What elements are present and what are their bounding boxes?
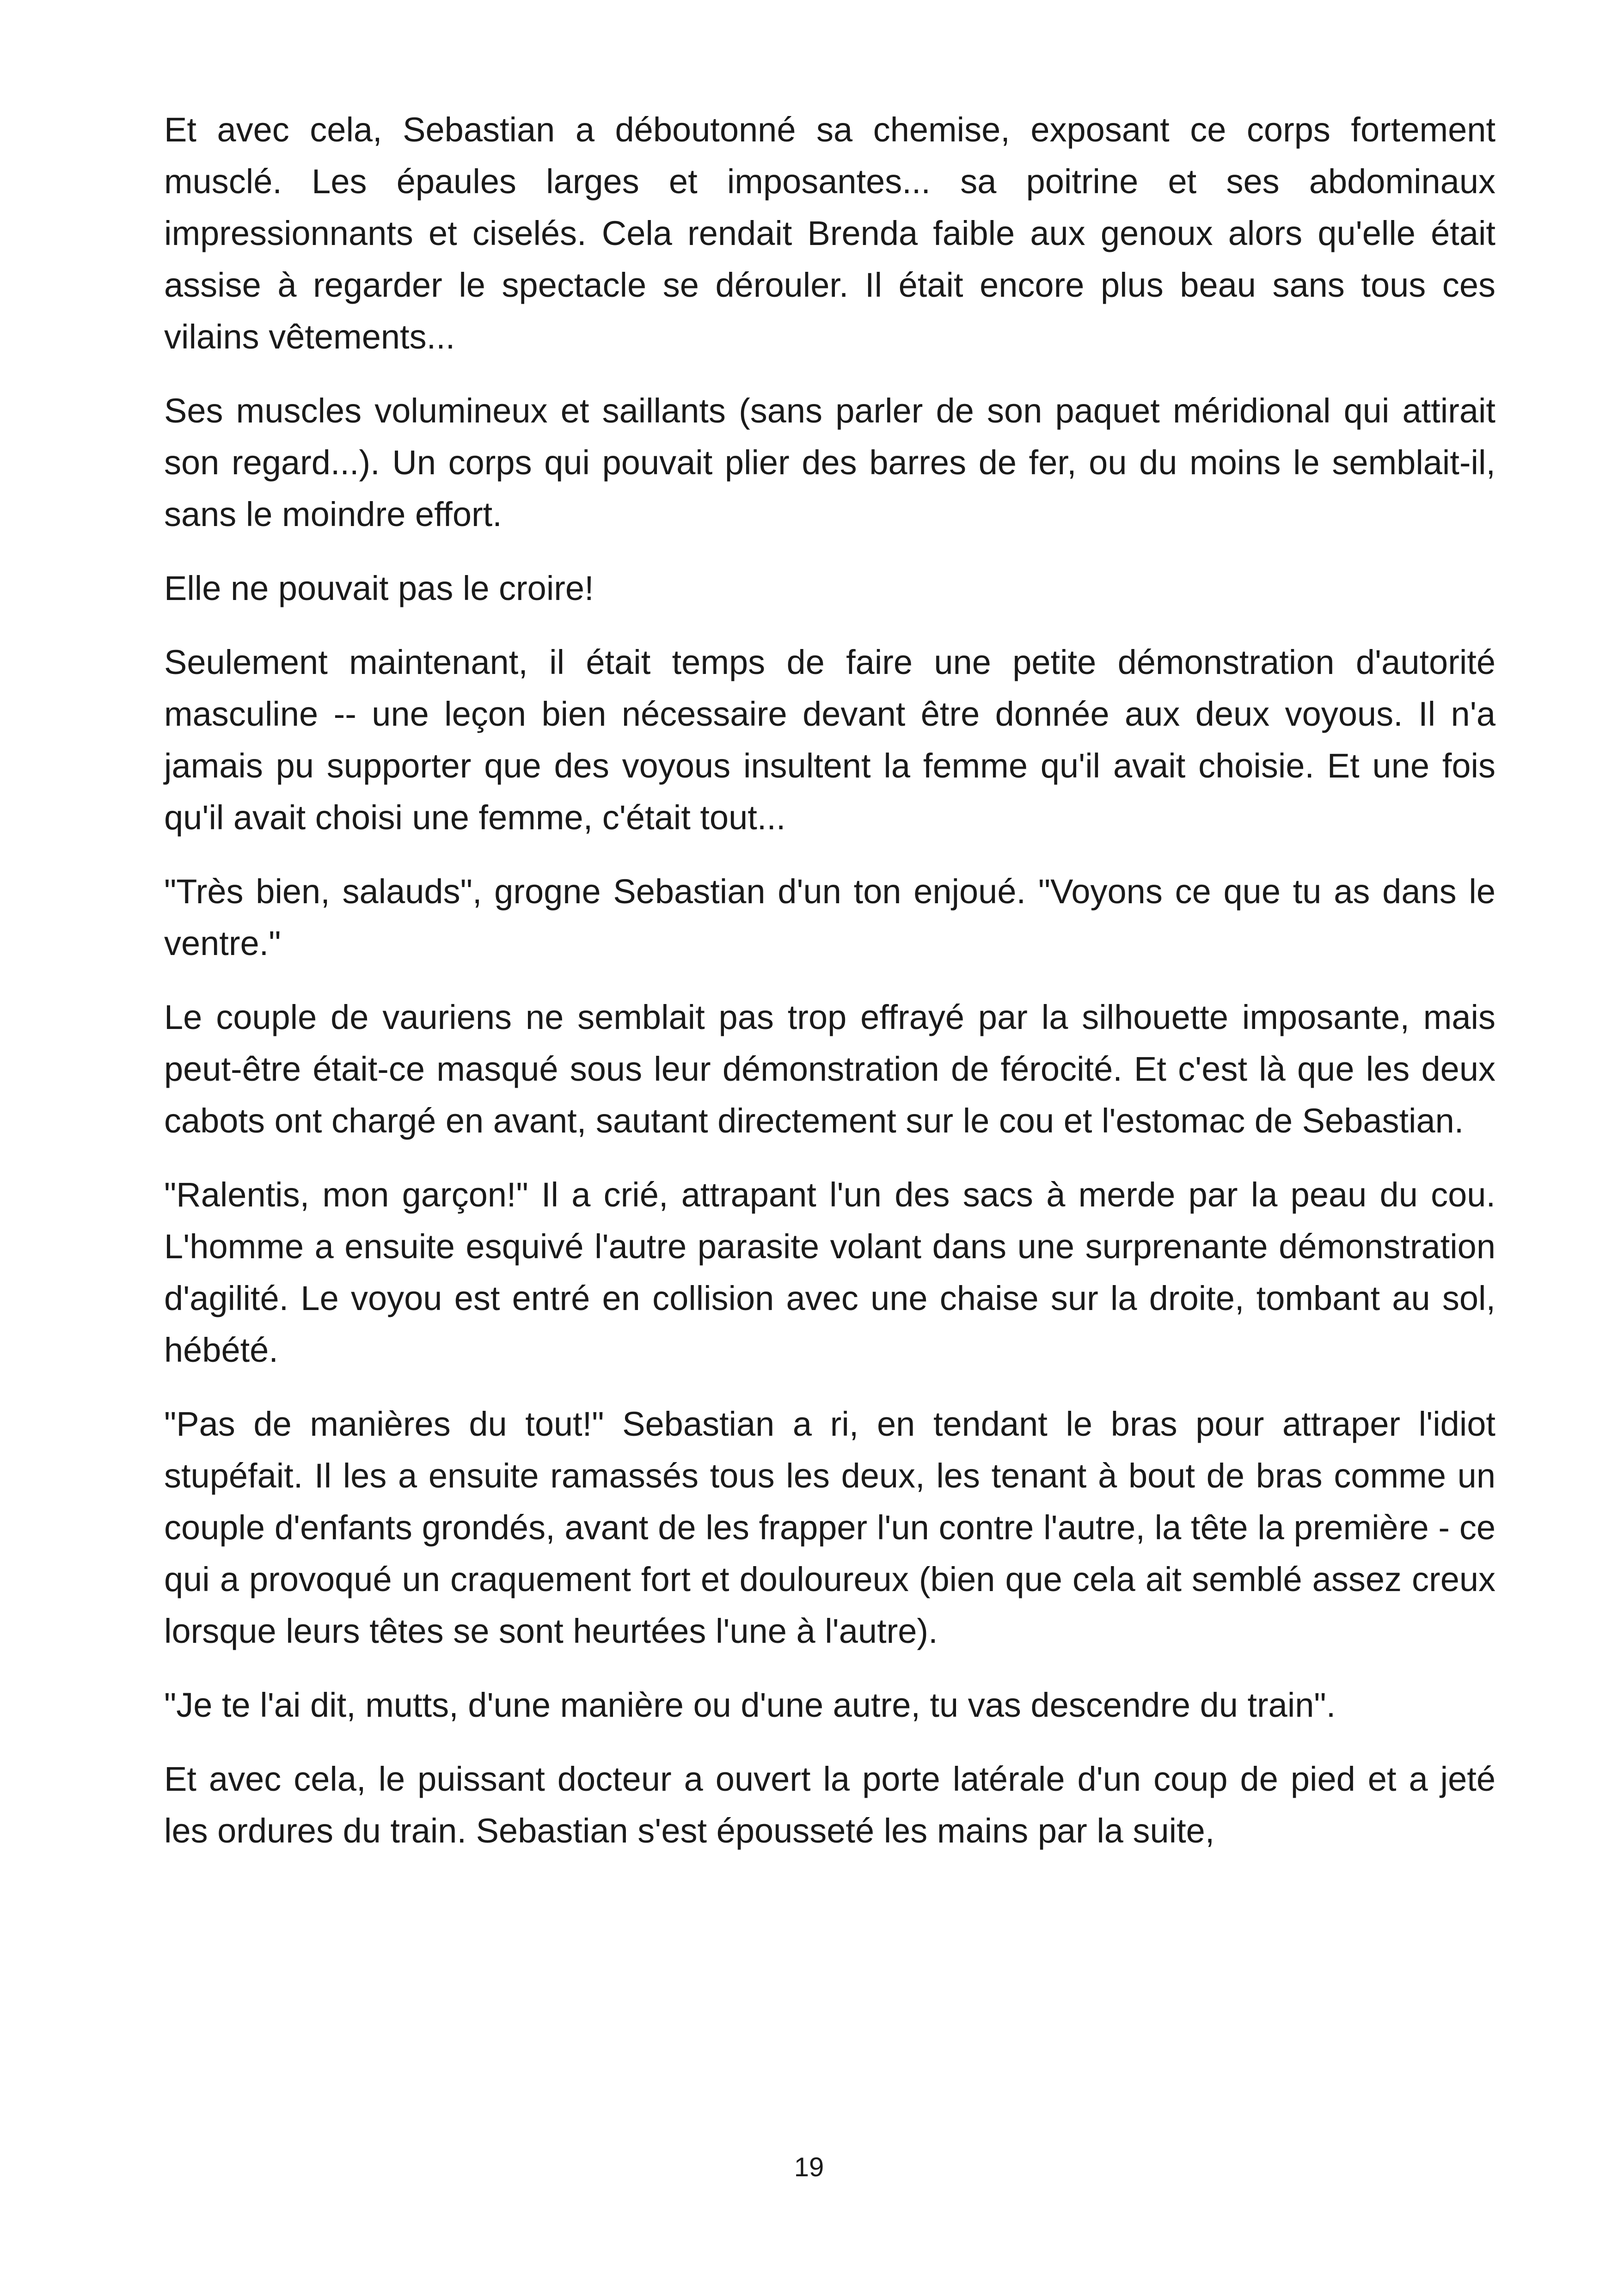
paragraph-1: Et avec cela, Sebastian a déboutonné sa chemise, exposant ce corps fortement musclé. Les épaules larges et imposantes... sa poitrine et ses abdominaux impressionnants et ciselés. Cela rendait Brenda faible aux genoux alors qu'elle était assise à regarder le spectacle se dérouler. Il était encore plus beau sans tous ces vilains vêtements...	[164, 110, 1495, 356]
paragraph-7: "Ralentis, mon garçon!" Il a crié, attrapant l'un des sacs à merde par la peau du cou. L'homme a ensuite esquivé l'autre parasite volant dans une surprenante démonstration d'agilité. Le voyou est entré en collision avec une chaise sur la droite, tombant au sol, hébété.	[164, 1176, 1495, 1369]
body-text	[164, 104, 1495, 1879]
paragraph-9: "Je te l'ai dit, mutts, d'une manière ou d'une autre, tu vas descendre du train".	[164, 1686, 1336, 1724]
paragraph-3: Elle ne pouvait pas le croire!	[164, 569, 594, 607]
paragraph-4: Seulement maintenant, il était temps de faire une petite démonstration d'autorité masculine -- une leçon bien nécessaire devant être donnée aux deux voyous. Il n'a jamais pu supporter que des voyous insultent la femme qu'il avait choisie. Et une fois qu'il avait choisi une femme, c'était tout...	[164, 643, 1495, 837]
paragraph-10: Et avec cela, le puissant docteur a ouvert la porte latérale d'un coup de pied et a jeté les ordures du train. Sebastian s'est épousseté les mains par la suite,	[164, 1760, 1495, 1850]
page-number: 19	[794, 2152, 824, 2182]
paragraph-2: Ses muscles volumineux et saillants (sans parler de son paquet méridional qui attirait son regard...). Un corps qui pouvait plier des barres de fer, ou du moins le semblait-il, sans le moindre effort.	[164, 392, 1495, 533]
paragraph-6: Le couple de vauriens ne semblait pas trop effrayé par la silhouette imposante, mais peut-être était-ce masqué sous leur démonstration de férocité. Et c'est là que les deux cabots ont chargé en avant, sautant directement sur le cou et l'estomac de Sebastian.	[164, 998, 1495, 1140]
paragraph-8: "Pas de manières du tout!" Sebastian a ri, en tendant le bras pour attraper l'idiot stupéfait. Il les a ensuite ramassés tous les deux, les tenant à bout de bras comme un couple d'enfants grondés, avant de les frapper l'un contre l'autre, la tête la première - ce qui a provoqué un craquement fort et douloureux (bien que cela ait semblé assez creux lorsque leurs têtes se sont heurtées l'une à l'autre).	[164, 1405, 1495, 1650]
paragraph-5: "Très bien, salauds", grogne Sebastian d'un ton enjoué. "Voyons ce que tu as dans le ventre."	[164, 872, 1495, 962]
